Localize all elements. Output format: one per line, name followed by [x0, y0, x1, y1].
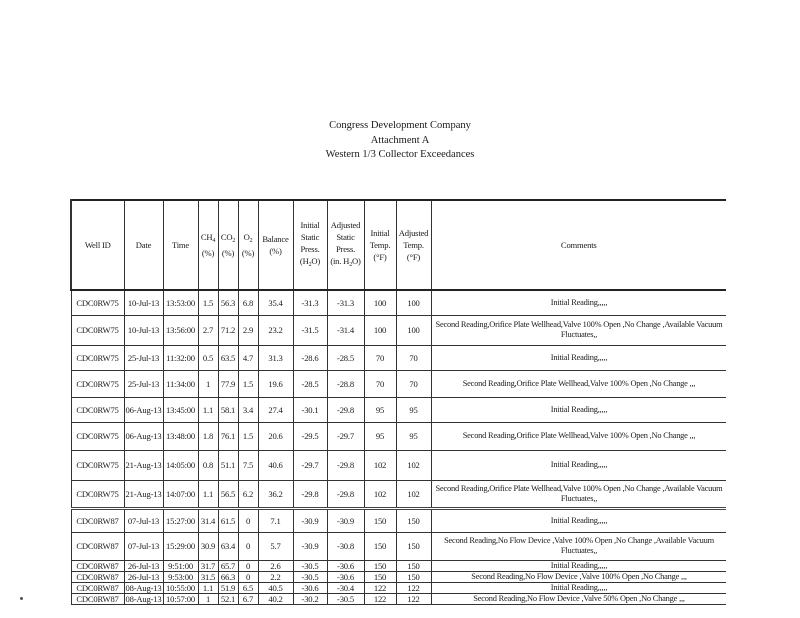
cell-o2: 6.8 — [238, 290, 258, 315]
cell-adjusted-static-press: -29.8 — [327, 397, 364, 422]
cell-o2: 6.2 — [238, 480, 258, 508]
cell-adjusted-static-press: -31.4 — [327, 315, 364, 345]
cell-balance: 5.7 — [258, 532, 293, 560]
cell-adjusted-temp: 102 — [396, 480, 431, 508]
cell-balance: 27.4 — [258, 397, 293, 422]
cell-o2: 0 — [238, 560, 258, 571]
cell-time: 15:29:00 — [163, 532, 198, 560]
cell-date: 06-Aug-13 — [124, 422, 163, 450]
cell-balance: 20.6 — [258, 422, 293, 450]
cell-balance: 40.6 — [258, 450, 293, 480]
cell-initial-temp: 70 — [364, 345, 396, 370]
cell-ch4: 1 — [198, 593, 218, 604]
cell-comments: Initial Reading,,,,, — [431, 345, 726, 370]
cell-co2: 77.9 — [218, 370, 238, 397]
cell-initial-temp: 150 — [364, 571, 396, 582]
col-header-well-id: Well ID — [71, 200, 124, 290]
cell-adjusted-static-press: -30.8 — [327, 532, 364, 560]
cell-co2: 66.3 — [218, 571, 238, 582]
cell-balance: 23.2 — [258, 315, 293, 345]
exceedance-table — [70, 199, 726, 605]
cell-well-id: CDC0RW87 — [71, 508, 124, 532]
cell-time: 15:27:00 — [163, 508, 198, 532]
cell-well-id: CDC0RW75 — [71, 450, 124, 480]
cell-o2: 3.4 — [238, 397, 258, 422]
cell-adjusted-temp: 100 — [396, 315, 431, 345]
cell-comments: Second Reading,Orifice Plate Wellhead,Valve 100% Open ,No Change ,Available Vacuum Fluctuates,, — [431, 480, 726, 508]
cell-time: 9:53:00 — [163, 571, 198, 582]
cell-adjusted-static-press: -30.9 — [327, 508, 364, 532]
cell-well-id: CDC0RW75 — [71, 315, 124, 345]
cell-adjusted-static-press: -30.6 — [327, 571, 364, 582]
cell-initial-static-press: -31.5 — [293, 315, 327, 345]
cell-comments: Second Reading,Orifice Plate Wellhead,Valve 100% Open ,No Change ,Available Vacuum Fluctuates,, — [431, 315, 726, 345]
company-name: Congress Development Company — [329, 120, 471, 131]
cell-comments: Initial Reading,,,,, — [431, 397, 726, 422]
cell-co2: 58.1 — [218, 397, 238, 422]
cell-initial-temp: 150 — [364, 532, 396, 560]
table-row — [71, 593, 726, 604]
cell-time: 11:32:00 — [163, 345, 198, 370]
cell-date: 07-Jul-13 — [124, 532, 163, 560]
cell-comments: Second Reading,Orifice Plate Wellhead,Valve 100% Open ,No Change ,,, — [431, 422, 726, 450]
cell-well-id: CDC0RW75 — [71, 397, 124, 422]
cell-initial-static-press: -30.6 — [293, 582, 327, 593]
cell-initial-static-press: -30.2 — [293, 593, 327, 604]
cell-o2: 0 — [238, 508, 258, 532]
cell-date: 21-Aug-13 — [124, 450, 163, 480]
col-header-comments: Comments — [431, 200, 726, 290]
cell-adjusted-temp: 95 — [396, 397, 431, 422]
cell-time: 10:57:00 — [163, 593, 198, 604]
cell-adjusted-temp: 100 — [396, 290, 431, 315]
cell-well-id: CDC0RW75 — [71, 345, 124, 370]
cell-well-id: CDC0RW75 — [71, 370, 124, 397]
cell-well-id: CDC0RW75 — [71, 290, 124, 315]
cell-initial-static-press: -30.5 — [293, 560, 327, 571]
col-header-time: Time — [163, 200, 198, 290]
cell-well-id: CDC0RW87 — [71, 593, 124, 604]
cell-initial-static-press: -31.3 — [293, 290, 327, 315]
cell-adjusted-static-press: -30.6 — [327, 560, 364, 571]
table-row — [71, 582, 726, 593]
col-header-ch4: $CH_4$ (%) — [198, 200, 218, 290]
cell-time: 13:45:00 — [163, 397, 198, 422]
col-header-adjusted-static-press: Adjusted Static Press. (in. $H_2O$) — [327, 200, 364, 290]
col-header-balance: Balance (%) — [258, 200, 293, 290]
table-header-row — [71, 200, 726, 290]
cell-well-id: CDC0RW87 — [71, 532, 124, 560]
cell-o2: 0 — [238, 571, 258, 582]
table-row — [71, 422, 726, 450]
cell-initial-static-press: -28.6 — [293, 345, 327, 370]
cell-time: 9:51:00 — [163, 560, 198, 571]
cell-adjusted-temp: 122 — [396, 582, 431, 593]
cell-ch4: 1.8 — [198, 422, 218, 450]
cell-comments: Second Reading,No Flow Device ,Valve 100% Open ,No Change ,Available Vacuum Fluctuates,, — [431, 532, 726, 560]
cell-o2: 4.7 — [238, 345, 258, 370]
cell-initial-static-press: -30.5 — [293, 571, 327, 582]
cell-ch4: 31.7 — [198, 560, 218, 571]
cell-time: 13:53:00 — [163, 290, 198, 315]
cell-co2: 71.2 — [218, 315, 238, 345]
table-row — [71, 345, 726, 370]
cell-date: 07-Jul-13 — [124, 508, 163, 532]
cell-adjusted-temp: 150 — [396, 508, 431, 532]
cell-date: 10-Jul-13 — [124, 315, 163, 345]
cell-time: 13:56:00 — [163, 315, 198, 345]
cell-well-id: CDC0RW75 — [71, 480, 124, 508]
cell-time: 10:55:00 — [163, 582, 198, 593]
cell-o2: 7.5 — [238, 450, 258, 480]
cell-co2: 63.5 — [218, 345, 238, 370]
cell-initial-temp: 150 — [364, 508, 396, 532]
cell-date: 25-Jul-13 — [124, 370, 163, 397]
cell-date: 10-Jul-13 — [124, 290, 163, 315]
cell-date: 06-Aug-13 — [124, 397, 163, 422]
cell-comments: Second Reading,No Flow Device ,Valve 50% Open ,No Change ,,, — [431, 593, 726, 604]
cell-initial-temp: 95 — [364, 422, 396, 450]
cell-adjusted-static-press: -28.5 — [327, 345, 364, 370]
col-header-co2: $CO_2$ (%) — [218, 200, 238, 290]
table-row — [71, 315, 726, 345]
cell-comments: Initial Reading,,,,, — [431, 290, 726, 315]
cell-comments: Initial Reading,,,,, — [431, 560, 726, 571]
table-title: Western 1/3 Collector Exceedances — [325, 149, 475, 160]
table-row — [71, 571, 726, 582]
cell-co2: 76.1 — [218, 422, 238, 450]
cell-date: 08-Aug-13 — [125, 582, 162, 593]
cell-date: 21-Aug-13 — [124, 480, 163, 508]
cell-adjusted-static-press: -29.8 — [327, 480, 364, 508]
cell-initial-static-press: -29.7 — [293, 450, 327, 480]
cell-adjusted-static-press: -29.8 — [327, 450, 364, 480]
cell-o2: 1.5 — [238, 370, 258, 397]
cell-comments: Initial Reading,,,,, — [431, 450, 726, 480]
cell-adjusted-static-press: -29.7 — [327, 422, 364, 450]
cell-ch4: 30.9 — [198, 532, 218, 560]
cell-co2: 51.1 — [218, 450, 238, 480]
cell-initial-temp: 102 — [364, 480, 396, 508]
cell-balance: 35.4 — [258, 290, 293, 315]
cell-balance: 2.6 — [258, 560, 293, 571]
cell-balance: 2.2 — [258, 571, 293, 582]
table-row — [71, 397, 726, 422]
cell-ch4: 0.5 — [198, 345, 218, 370]
cell-initial-temp: 150 — [364, 560, 396, 571]
table-body — [71, 290, 726, 604]
cell-adjusted-temp: 150 — [396, 532, 431, 560]
cell-o2: 1.5 — [238, 422, 258, 450]
cell-balance: 7.1 — [258, 508, 293, 532]
cell-co2: 65.7 — [218, 560, 238, 571]
col-header-initial-temp: Initial Temp. (°F) — [364, 200, 396, 290]
cell-co2: 51.9 — [218, 582, 238, 593]
cell-adjusted-temp: 95 — [396, 422, 431, 450]
cell-initial-static-press: -30.9 — [293, 532, 327, 560]
cell-time: 13:48:00 — [163, 422, 198, 450]
col-header-adjusted-temp: Adjusted Temp. (°F) — [396, 200, 431, 290]
table-row — [71, 290, 726, 315]
cell-co2: 52.1 — [218, 593, 238, 604]
cell-adjusted-static-press: -30.4 — [327, 582, 364, 593]
cell-initial-temp: 100 — [364, 290, 396, 315]
table-row — [71, 370, 726, 397]
col-header-initial-static-press: Initial Static Press. $(H_2O)$ — [293, 200, 327, 290]
cell-initial-temp: 122 — [364, 593, 396, 604]
cell-date: 26-Jul-13 — [124, 560, 163, 571]
cell-initial-temp: 122 — [364, 582, 396, 593]
cell-initial-static-press: -28.5 — [293, 370, 327, 397]
cell-co2: 63.4 — [218, 532, 238, 560]
scan-speck — [20, 597, 23, 600]
cell-initial-temp: 100 — [364, 315, 396, 345]
cell-ch4: 0.8 — [198, 450, 218, 480]
cell-initial-static-press: -30.9 — [293, 508, 327, 532]
cell-adjusted-temp: 150 — [396, 571, 431, 582]
cell-balance: 40.2 — [258, 593, 293, 604]
cell-ch4: 1.1 — [198, 397, 218, 422]
table-row — [71, 450, 726, 480]
cell-well-id: CDC0RW87 — [71, 571, 124, 582]
cell-adjusted-temp: 150 — [396, 560, 431, 571]
table-row — [71, 560, 726, 571]
attachment-label: Attachment A — [370, 134, 430, 146]
cell-date: 26-Jul-13 — [124, 571, 163, 582]
col-header-date: Date — [124, 200, 163, 290]
cell-o2: 6.7 — [238, 593, 258, 604]
cell-ch4: 1.1 — [198, 480, 218, 508]
cell-date: 08-Aug-13 — [125, 593, 162, 604]
cell-comments: Second Reading,No Flow Device ,Valve 100% Open ,No Change ,,, — [431, 571, 726, 582]
cell-balance: 31.3 — [258, 345, 293, 370]
cell-time: 11:34:00 — [163, 370, 198, 397]
cell-comments: Initial Reading,,,,, — [431, 508, 726, 532]
cell-initial-static-press: -29.8 — [293, 480, 327, 508]
cell-ch4: 31.4 — [198, 508, 218, 532]
table-row — [71, 480, 726, 508]
page-header — [0, 119, 800, 163]
cell-initial-temp: 102 — [364, 450, 396, 480]
cell-initial-temp: 95 — [364, 397, 396, 422]
cell-balance: 19.6 — [258, 370, 293, 397]
cell-co2: 56.5 — [218, 480, 238, 508]
cell-adjusted-temp: 122 — [396, 593, 431, 604]
cell-initial-static-press: -29.5 — [293, 422, 327, 450]
cell-time: 14:05:00 — [163, 450, 198, 480]
cell-o2: 2.9 — [238, 315, 258, 345]
cell-comments: Initial Reading,,,,, — [431, 582, 726, 593]
cell-well-id: CDC0RW87 — [71, 582, 124, 593]
cell-date: 25-Jul-13 — [124, 345, 163, 370]
cell-co2: 61.5 — [218, 508, 238, 532]
cell-ch4: 1 — [198, 370, 218, 397]
exceedance-table-container — [70, 199, 726, 618]
cell-initial-static-press: -30.1 — [293, 397, 327, 422]
cell-co2: 56.3 — [218, 290, 238, 315]
cell-ch4: 1.5 — [198, 290, 218, 315]
cell-balance: 36.2 — [258, 480, 293, 508]
cell-time: 14:07:00 — [163, 480, 198, 508]
cell-ch4: 31.5 — [198, 571, 218, 582]
cell-adjusted-static-press: -30.5 — [327, 593, 364, 604]
cell-balance: 40.5 — [258, 582, 293, 593]
cell-adjusted-temp: 70 — [396, 345, 431, 370]
cell-o2: 0 — [238, 532, 258, 560]
cell-ch4: 2.7 — [198, 315, 218, 345]
cell-adjusted-temp: 102 — [396, 450, 431, 480]
cell-comments: Second Reading,Orifice Plate Wellhead,Valve 100% Open ,No Change ,,, — [431, 370, 726, 397]
cell-well-id: CDC0RW75 — [71, 422, 124, 450]
cell-adjusted-static-press: -31.3 — [327, 290, 364, 315]
cell-adjusted-static-press: -28.8 — [327, 370, 364, 397]
cell-ch4: 1.1 — [198, 582, 218, 593]
table-row — [71, 532, 726, 560]
table-row — [71, 508, 726, 532]
cell-o2: 6.5 — [238, 582, 258, 593]
cell-well-id: CDC0RW87 — [71, 560, 124, 571]
col-header-o2: $O_2$ (%) — [238, 200, 258, 290]
cell-initial-temp: 70 — [364, 370, 396, 397]
cell-adjusted-temp: 70 — [396, 370, 431, 397]
